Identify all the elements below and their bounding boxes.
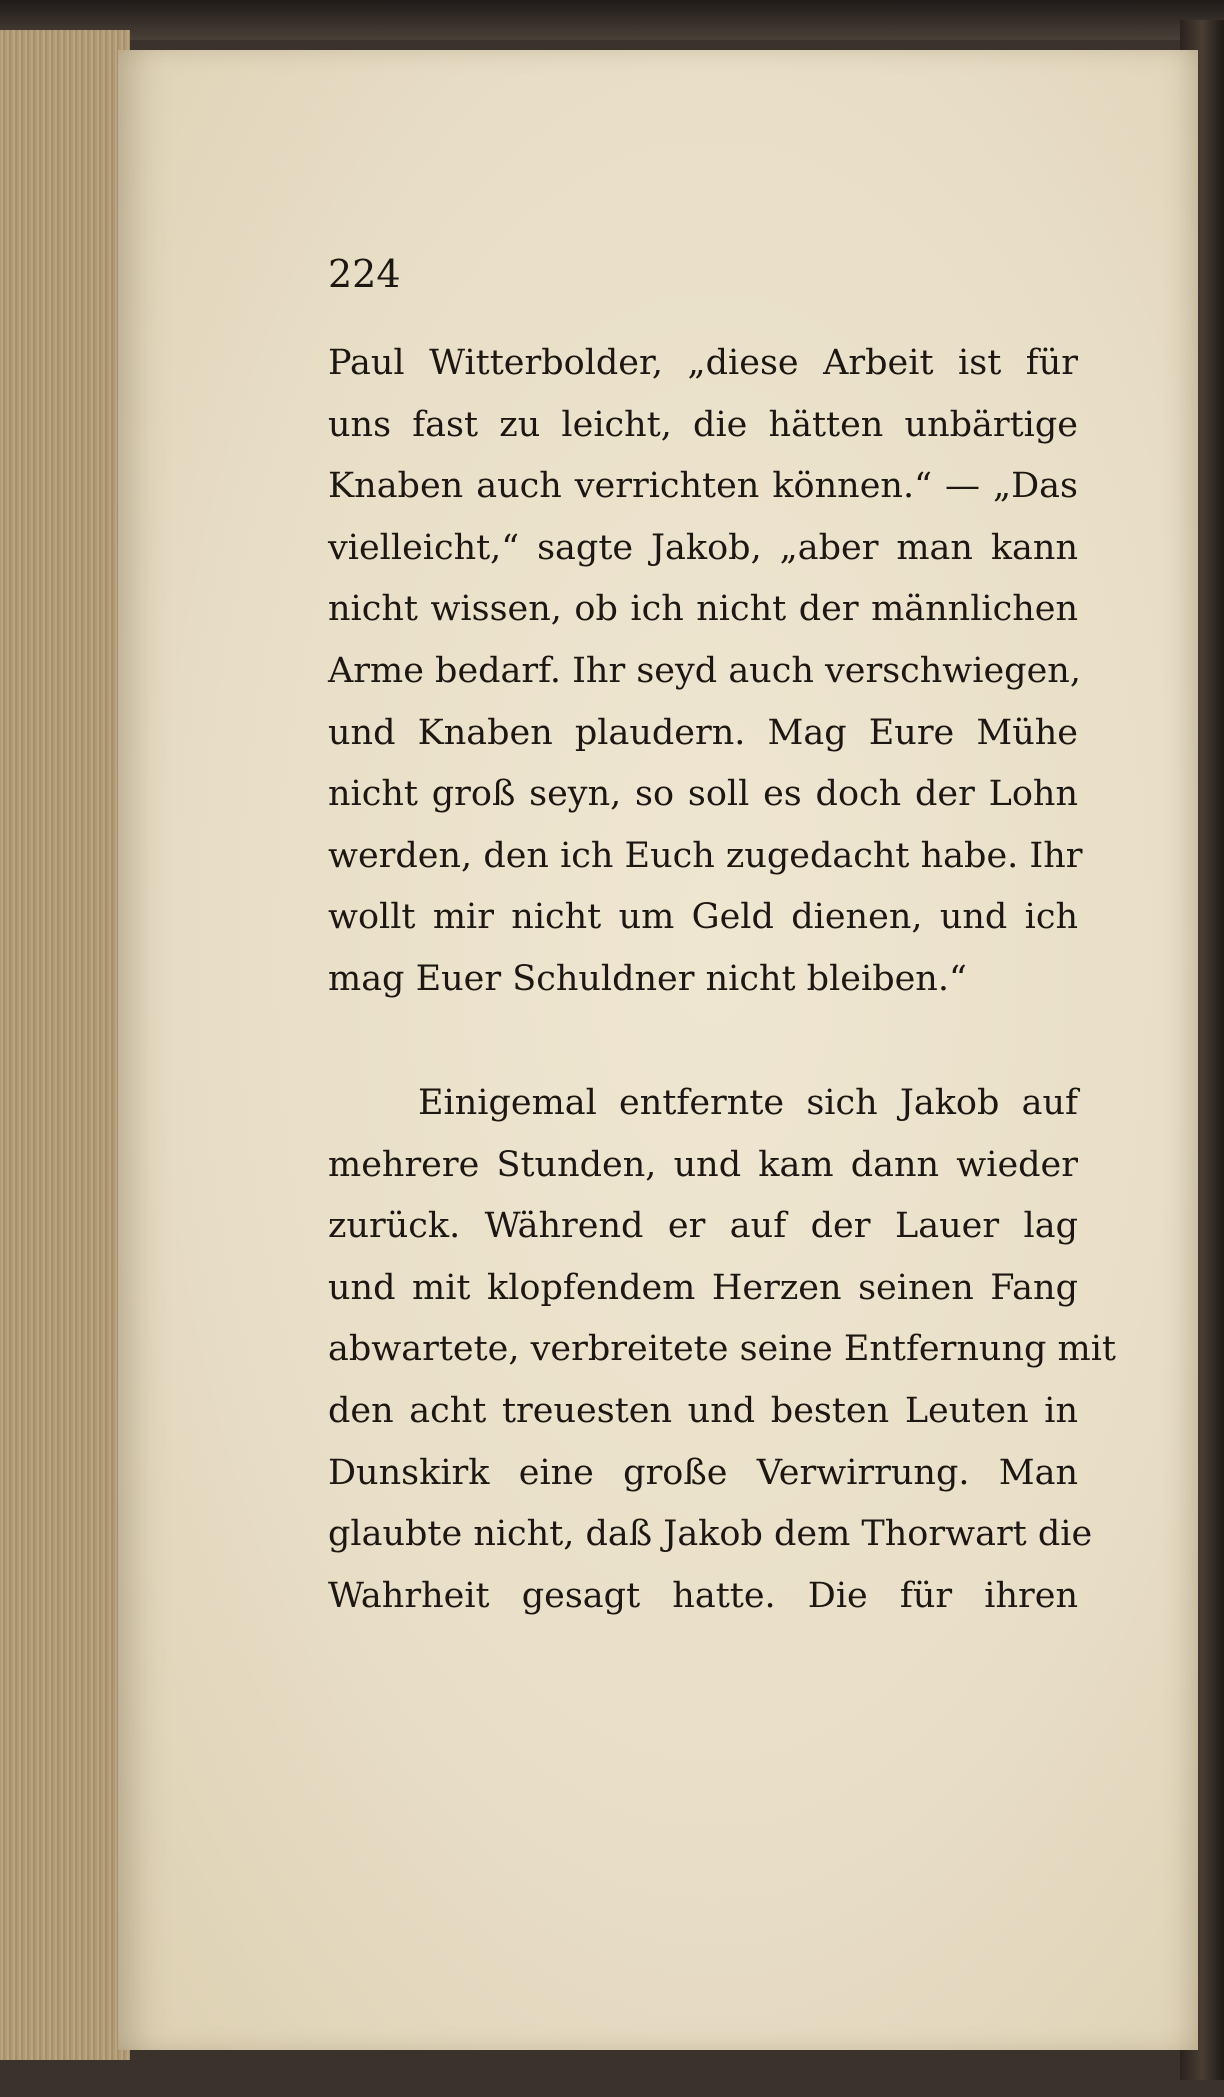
text-line: Dunskirk eine große Verwirrung. Man — [328, 1452, 1078, 1493]
text-line: Knaben auch verrichten können.“ — „Das — [328, 466, 1078, 507]
text-line: Wahrheit gesagt hatte. Die für ihren — [328, 1575, 1078, 1616]
text-line: und Knaben plaudern. Mag Eure Mühe — [328, 712, 1078, 753]
text-line: werden, den ich Euch zugedacht habe. Ihr — [328, 835, 1083, 876]
text-line: uns fast zu leicht, die hätten unbärtige — [328, 404, 1078, 445]
text-line: und mit klopfendem Herzen seinen Fang — [328, 1267, 1078, 1308]
text-line: abwartete, verbreitete seine Entfernung mit — [328, 1329, 1116, 1370]
paragraph-1 — [328, 333, 1083, 1011]
text-line: Einigemal entfernte sich Jakob auf — [418, 1083, 1078, 1123]
text-line: Arme bedarf. Ihr seyd auch verschwiegen, — [328, 650, 1081, 691]
text-line: mehrere Stunden, und kam dann wieder — [328, 1144, 1078, 1185]
text-line: glaubte nicht, daß Jakob dem Thorwart die — [328, 1514, 1093, 1555]
text-line: nicht wissen, ob ich nicht der männlichen — [328, 589, 1078, 630]
book-top-edge — [0, 0, 1224, 40]
page-number: 224 — [328, 252, 401, 296]
text-line: mag Euer Schuldner nicht bleiben.“ — [328, 958, 967, 999]
text-line: den acht treuesten und besten Leuten in — [328, 1390, 1078, 1431]
text-line: wollt mir nicht um Geld dienen, und ich — [328, 897, 1078, 938]
text-line: zurück. Während er auf der Lauer lag — [328, 1206, 1078, 1247]
text-line: nicht groß seyn, so soll es doch der Lohn — [328, 774, 1078, 815]
paragraph-2 — [328, 1073, 1116, 1627]
text-line: Paul Witterbolder, „diese Arbeit ist für — [328, 343, 1078, 383]
text-line: vielleicht,“ sagte Jakob, „aber man kann — [328, 527, 1078, 568]
page-stack-edge — [0, 30, 130, 2060]
